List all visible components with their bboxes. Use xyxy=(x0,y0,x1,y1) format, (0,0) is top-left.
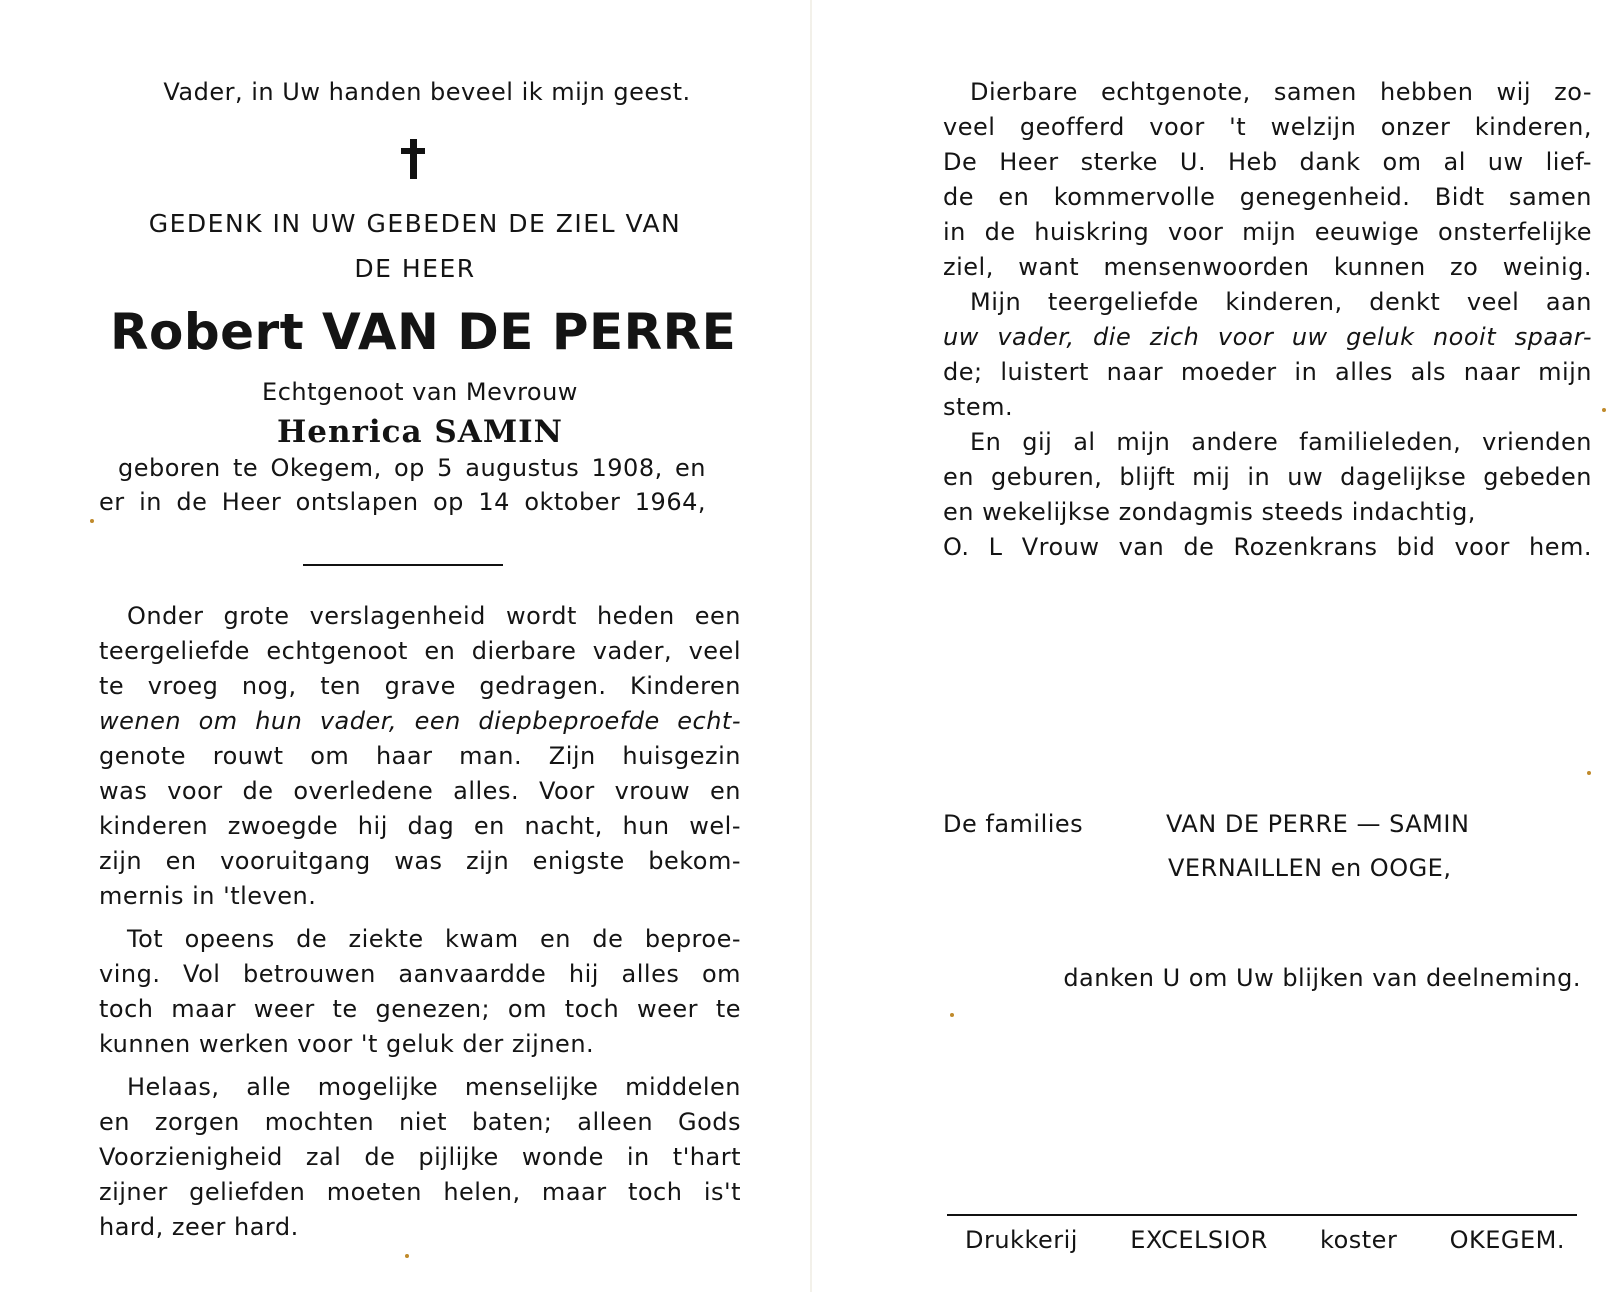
left-p2-line: toch maar weer te genezen; om toch weer te xyxy=(99,995,741,1023)
left-p1-line: zijn en vooruitgang was zijn enigste bekom- xyxy=(99,847,741,875)
left-p1-line: kinderen zwoegde hij dag en nacht, hun wel- xyxy=(99,812,741,840)
right-p3-line: En gij al mijn andere familieleden, vrienden xyxy=(970,428,1592,456)
gedenk-heading: GEDENK IN UW GEBEDEN DE ZIEL VAN xyxy=(148,209,682,238)
print-speck xyxy=(1587,771,1591,775)
families-line: VERNAILLEN en OOGE, xyxy=(1168,854,1452,882)
printer-place: OKEGEM. xyxy=(1449,1226,1565,1254)
left-p2-line: kunnen werken voor 't geluk der zijnen. xyxy=(99,1030,595,1058)
left-p1-line: te vroeg nog, ten grave gedragen. Kinderen xyxy=(99,672,741,700)
right-p2-line: de; luistert naar moeder in alles als naar mijn xyxy=(943,358,1592,386)
cross-icon xyxy=(400,139,426,179)
thanks-line: danken U om Uw blijken van deelneming. xyxy=(1063,964,1581,992)
right-p3-line: O. L Vrouw van de Rozenkrans bid voor hem. xyxy=(943,533,1592,561)
left-p2-line: Tot opeens de ziekte kwam en de beproe- xyxy=(127,925,741,953)
right-p1-line: veel geofferd voor 't welzijn onzer kinderen, xyxy=(943,113,1592,141)
printer-middle: koster xyxy=(1320,1226,1398,1254)
birth-line: geboren te Okegem, op 5 augustus 1908, en xyxy=(118,454,706,482)
left-p1-line: genote rouwt om haar man. Zijn huisgezin xyxy=(99,742,741,770)
left-p3-line: en zorgen mochten niet baten; alleen Gods xyxy=(99,1108,741,1136)
printer-name: EXCELSIOR xyxy=(1130,1226,1268,1254)
left-p1-line: teergeliefde echtgenoot en dierbare vader, veel xyxy=(99,637,741,665)
right-p1-line: Dierbare echtgenote, samen hebben wij zo- xyxy=(970,78,1592,106)
print-speck xyxy=(405,1254,409,1258)
right-p2-line: stem. xyxy=(943,393,1014,421)
right-p3-line: en geburen, blijft mij in uw dagelijkse gebeden xyxy=(943,463,1592,491)
divider xyxy=(303,564,503,566)
right-p2-line: Mijn teergeliefde kinderen, denkt veel aan xyxy=(970,288,1592,316)
left-p1-line: Onder grote verslagenheid wordt heden een xyxy=(127,602,741,630)
death-line: er in de Heer ontslapen op 14 oktober 1964, xyxy=(99,488,706,516)
left-p3-line: Helaas, alle mogelijke menselijke middelen xyxy=(127,1073,741,1101)
right-p2-line: uw vader, die zich voor uw geluk nooit spaar- xyxy=(943,323,1592,351)
left-p3-line: Voorzienigheid zal de pijlijke wonde in t'hart xyxy=(99,1143,741,1171)
motto: Vader, in Uw handen beveel ik mijn geest. xyxy=(163,78,691,106)
spouse-name: Henrica SAMIN xyxy=(276,414,563,450)
right-panel xyxy=(812,0,1624,1292)
left-p3-line: zijner geliefden moeten helen, maar toch is't xyxy=(99,1178,741,1206)
families-label: De families xyxy=(943,810,1084,838)
print-speck xyxy=(950,1013,954,1017)
divider xyxy=(947,1214,1577,1216)
left-p1-line: was voor de overledene alles. Voor vrouw en xyxy=(99,777,741,805)
left-p1-line: mernis in 'tleven. xyxy=(99,882,317,910)
print-speck xyxy=(1602,408,1606,412)
families-line: VAN DE PERRE — SAMIN xyxy=(1166,810,1470,838)
right-p1-line: De Heer sterke U. Heb dank om al uw lief- xyxy=(943,148,1592,176)
spouse-label: Echtgenoot van Mevrouw xyxy=(262,378,578,406)
printer-prefix: Drukkerij xyxy=(965,1226,1078,1254)
right-p1-line: in de huiskring voor mijn eeuwige onsterfelijke xyxy=(943,218,1592,246)
deceased-name: Robert VAN DE PERRE xyxy=(110,303,737,361)
print-speck xyxy=(90,519,94,523)
right-p1-line: ziel, want mensenwoorden kunnen zo weinig. xyxy=(943,253,1592,281)
heer-heading: DE HEER xyxy=(354,254,476,283)
left-p1-line: wenen om hun vader, een diepbeproefde echt- xyxy=(99,707,741,735)
left-p3-line: hard, zeer hard. xyxy=(99,1213,299,1241)
left-p2-line: ving. Vol betrouwen aanvaardde hij alles om xyxy=(99,960,741,988)
right-p1-line: de en kommervolle genegenheid. Bidt samen xyxy=(943,183,1592,211)
right-p3-line: en wekelijkse zondagmis steeds indachtig, xyxy=(943,498,1476,526)
printer-line xyxy=(965,1222,1565,1258)
